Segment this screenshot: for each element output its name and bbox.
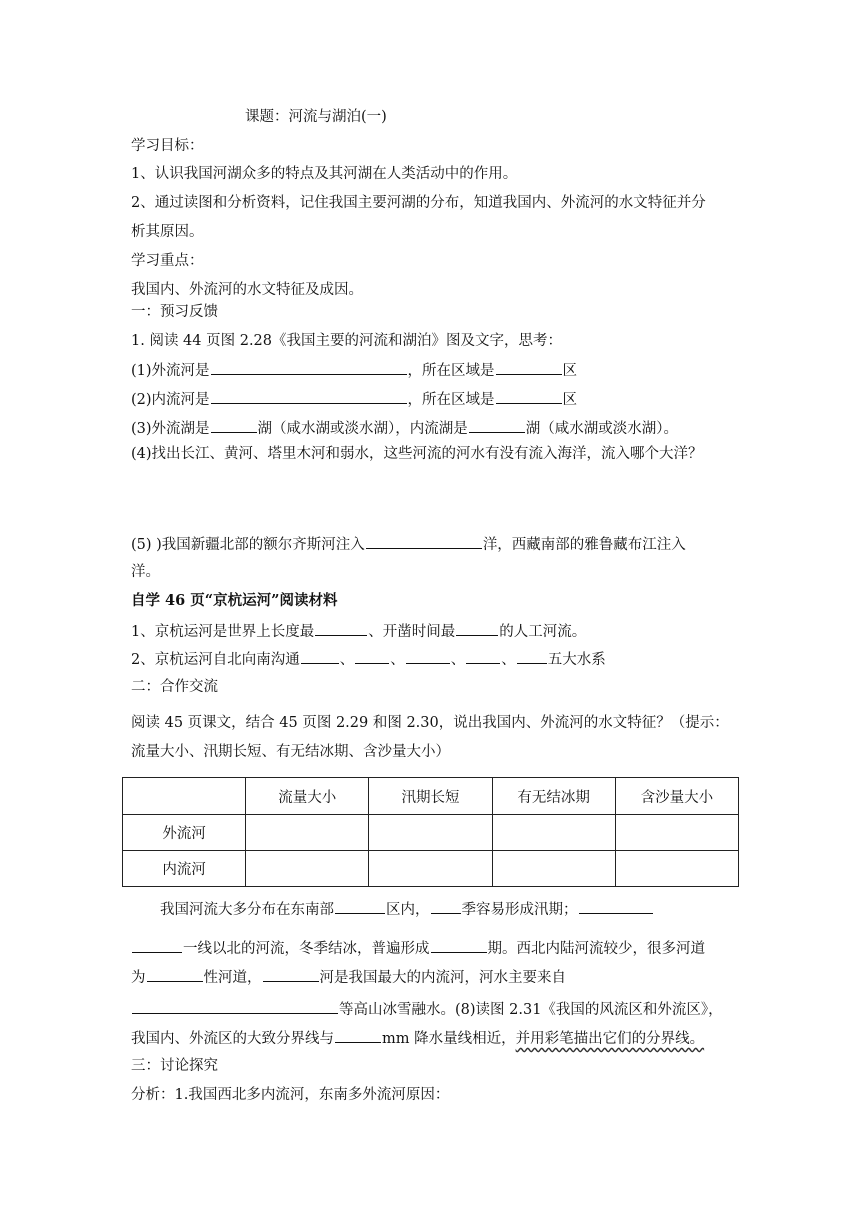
blank-outflow-region[interactable] [496,359,562,375]
key-points-text: 我国内、外流河的水文特征及成因。 [131,282,363,298]
analysis-question: 分析：1.我国西北多内流河，东南多外流河原因： [131,1087,450,1103]
self-study-heading: 自学 46 页“京杭运河”阅读材料 [131,592,338,609]
blank-water-system-3[interactable] [406,648,450,664]
section2-intro-line1: 阅读 45 页课文，结合 45 页图 2.29 和图 2.30，说出我国内、外流河的水文特征？（提示： [131,715,729,731]
blank-inland-river[interactable] [211,388,407,404]
blank-flood-season[interactable] [431,898,461,914]
table-cell[interactable] [492,815,615,851]
paragraph-line-1: 我国河流大多分布在东南部 区内， 季容易形成汛期； [160,898,654,920]
table-row [123,851,739,887]
row-label-inland: 内流河 [123,851,246,887]
paragraph-line-4: 等高山冰雪融水。(8)读图 2.31《我国的风流区和外流区》， [131,998,723,1020]
table-row [123,815,739,851]
page-title: 课题：河流与湖泊(一) [245,109,387,125]
blank-canal-time[interactable] [456,620,498,636]
blank-ice-period[interactable] [431,937,487,953]
wavy-instruction: 并用彩笔描出它们的分界线。 [515,1031,705,1047]
question-1-5: (5) )我国新疆北部的额尔齐斯河注入 洋，西藏南部的雅鲁藏布江注入 [131,533,686,555]
row-label-outflow: 外流河 [123,815,246,851]
paragraph-line-5: 我国内、外流区的大致分界线与 mm 降水量线相近，并用彩笔描出它们的分界线。 [131,1027,704,1049]
table-header-cell: 有无结冰期 [492,778,615,815]
question-1-4: (4)找出长江、黄河、塔里木河和弱水，这些河流的河水有没有流入海洋，流入哪个大洋？ [131,446,703,462]
question-1-5-end: 洋。 [131,564,160,580]
canal-item-2: 2、京杭运河自北向南沟通 、 、 、 、 五大水系 [131,648,606,670]
table-header-cell: 汛期长短 [369,778,492,815]
question-1-1: (1)外流河是 ，所在区域是 区 [131,359,577,381]
table-cell[interactable] [615,815,738,851]
blank-inland-region[interactable] [496,388,562,404]
section2-intro-line2: 流量大小、汛期长短、有无结冰期、含沙量大小） [131,744,450,760]
table-cell[interactable] [246,815,369,851]
blank-irtysh-ocean[interactable] [366,533,482,549]
blank-water-system-4[interactable] [466,648,500,664]
objective-1: 1、认识我国河湖众多的特点及其河湖在人类活动中的作用。 [131,166,518,182]
question-1-3: (3)外流湖是 湖（咸水湖或淡水湖），内流湖是 湖（咸水湖或淡水湖）。 [131,417,678,439]
canal-item-1: 1、京杭运河是世界上长度最 、开凿时间最 的人工河流。 [131,620,586,642]
blank-line-part2[interactable] [132,937,182,953]
section2-heading: 二：合作交流 [131,679,218,695]
table-cell[interactable] [615,851,738,887]
table-header-cell [123,778,246,815]
blank-precipitation-line[interactable] [335,1027,381,1043]
blank-outflow-river[interactable] [211,359,407,375]
question-1: 1. 阅读 44 页图 2.28《我国主要的河流和湖泊》图及文字，思考： [131,333,563,349]
table-cell[interactable] [369,815,492,851]
blank-inland-lake[interactable] [469,417,525,433]
table-cell[interactable] [246,851,369,887]
blank-line-part1[interactable] [579,898,653,914]
blank-water-system-2[interactable] [355,648,389,664]
blank-monsoon-region[interactable] [335,898,385,914]
key-points-heading: 学习重点： [131,253,204,269]
table-cell[interactable] [492,851,615,887]
section1-heading: 一：预习反馈 [131,304,218,320]
objective-2-line2: 析其原因。 [131,224,204,240]
table-cell[interactable] [369,851,492,887]
table-header-cell: 流量大小 [246,778,369,815]
blank-canal-length[interactable] [315,620,367,636]
table-header-cell: 含沙量大小 [615,778,738,815]
blank-outflow-lake[interactable] [211,417,257,433]
blank-largest-inland-river[interactable] [263,966,319,982]
blank-mountains[interactable] [132,998,338,1014]
hydrology-table [122,777,739,887]
blank-water-system-5[interactable] [517,648,547,664]
blank-river-type[interactable] [147,966,203,982]
paragraph-line-3: 为 性河道， 河是我国最大的内流河，河水主要来自 [131,966,566,988]
blank-water-system-1[interactable] [301,648,339,664]
section3-heading: 三：讨论探究 [131,1058,218,1074]
objective-2-line1: 2、通过读图和分析资料，记住我国主要河湖的分布，知道我国内、外流河的水文特征并分 [131,195,706,211]
table-header-row [123,778,739,815]
objectives-heading: 学习目标： [131,138,204,154]
question-1-2: (2)内流河是 ，所在区域是 区 [131,388,577,410]
paragraph-line-2: 一线以北的河流，冬季结冰，普遍形成 期。西北内陆河流较少，很多河道 [131,937,705,959]
